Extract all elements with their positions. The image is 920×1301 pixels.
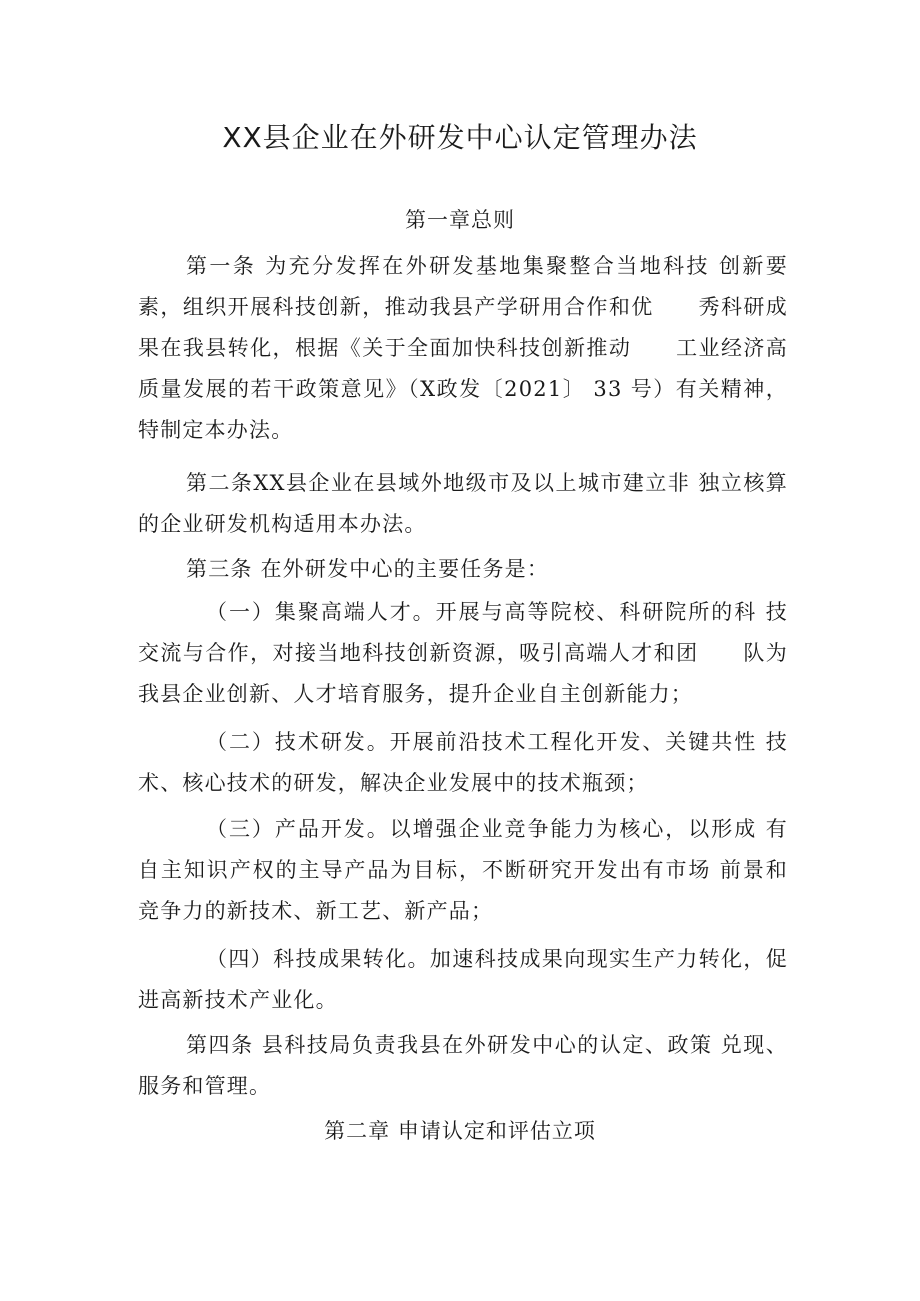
article-2-paragraph: 第二条XX县企业在县域外地级市及以上城市建立非 独立核算的企业研发机构适用本办法。 bbox=[138, 471, 788, 536]
article-4-paragraph: 第四条 县科技局负责我县在外研发中心的认定、政策 兑现、服务和管理。 bbox=[138, 1033, 788, 1098]
article-3-paragraph: 第三条 在外研发中心的主要任务是： bbox=[186, 557, 550, 581]
chapter-heading-1: 第一章总则 bbox=[405, 208, 515, 232]
article-1-paragraph: 第一条 为充分发挥在外研发基地集聚整合当地科技 创新要素，组织开展科技创新，推动我县产学研用合作和优 秀科研成果在我县转化，根据《关于全面加快科技创新推动 工业经济高质量发展的若干政策意见》（X政发〔2021〕 33 号）有关精神，特制定本办法。 bbox=[138, 254, 788, 442]
article-3-item-3: （三）产品开发。以增强企业竞争能力为核心，以形成 有自主知识产权的主导产品为目标，不断研究开发出有市场 前景和竞争力的新技术、新工艺、新产品； bbox=[138, 817, 788, 923]
article-3-item-2: （二）技术研发。开展前沿技术工程化开发、关键共性 技术、核心技术的研发，解决企业发展中的技术瓶颈； bbox=[138, 730, 788, 795]
document-title: XX县企业在外研发中心认定管理办法 bbox=[222, 121, 698, 154]
chapter-heading-2: 第二章 申请认定和评估立项 bbox=[324, 1119, 596, 1143]
article-3-item-4: （四）科技成果转化。加速科技成果向现实生产力转化，促进高新技术产业化。 bbox=[138, 947, 788, 1012]
article-3-item-1: （一）集聚高端人才。开展与高等院校、科研院所的科 技交流与合作，对接当地科技创新资源，吸引高端人才和团 队为我县企业创新、人才培育服务，提升企业自主创新能力； bbox=[138, 600, 788, 706]
